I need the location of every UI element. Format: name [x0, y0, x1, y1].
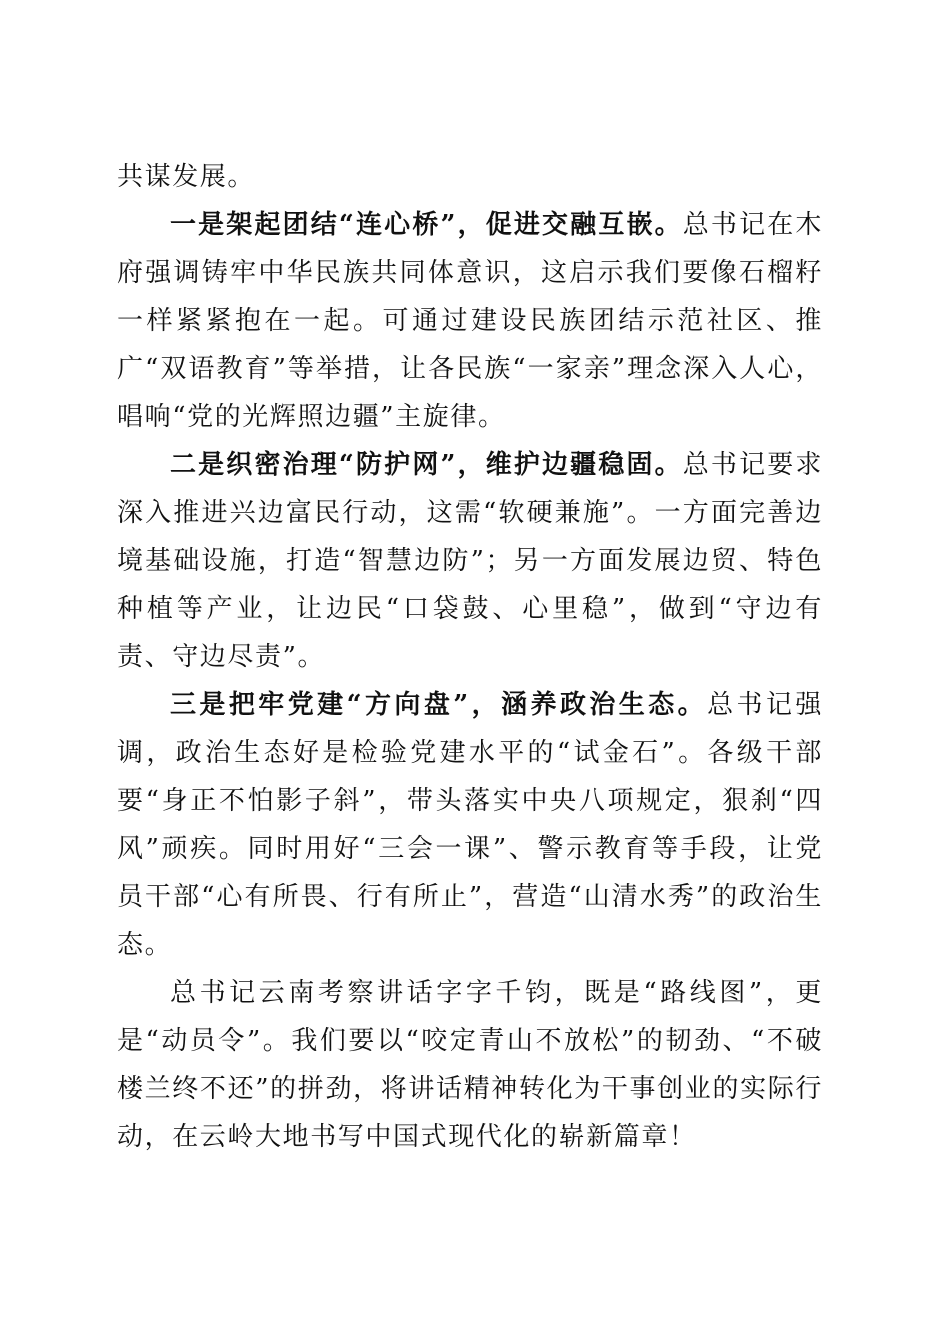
paragraph-text: 总书记要求深入推进兴边富民行动，这需“软硬兼施”。一方面完善边境基础设施，打造“智慧边防”；另一方面发展边贸、特色种植等产业，让边民“口袋鼓、心里稳”，做到“守边有责、守边尽责”。	[117, 450, 823, 672]
paragraph-conclusion	[117, 969, 823, 1161]
document-body	[117, 153, 823, 1161]
paragraph-point-two	[117, 441, 823, 681]
paragraph-continuation	[117, 153, 823, 201]
paragraph-point-three	[117, 681, 823, 969]
paragraph-lead-bold: 二是织密治理“防护网”，维护边疆稳固。	[170, 450, 683, 480]
paragraph-text: 共谋发展。	[117, 162, 256, 192]
paragraph-text: 总书记强调，政治生态好是检验党建水平的“试金石”。各级干部要“身正不怕影子斜”，带头落实中央八项规定，狠刹“四风”顽疾。同时用好“三会一课”、警示教育等手段，让党员干部“心有所畏、行有所止”，营造“山清水秀”的政治生态。	[117, 690, 824, 960]
paragraph-text: 总书记云南考察讲话字字千钧，既是“路线图”，更是“动员令”。我们要以“咬定青山不放松”的韧劲、“不破楼兰终不还”的拼劲，将讲话精神转化为干事创业的实际行动，在云岭大地书写中国式现代化的崭新篇章！	[117, 978, 823, 1152]
paragraph-lead-bold: 一是架起团结“连心桥”，促进交融互嵌。	[170, 210, 683, 240]
paragraph-lead-bold: 三是把牢党建“方向盘”，涵养政治生态。	[170, 690, 708, 720]
paragraph-point-one	[117, 201, 823, 441]
paragraph-text: 总书记在木府强调铸牢中华民族共同体意识，这启示我们要像石榴籽一样紧紧抱在一起。可通过建设民族团结示范社区、推广“双语教育”等举措，让各民族“一家亲”理念深入人心，唱响“党的光辉照边疆”主旋律。	[117, 210, 823, 432]
